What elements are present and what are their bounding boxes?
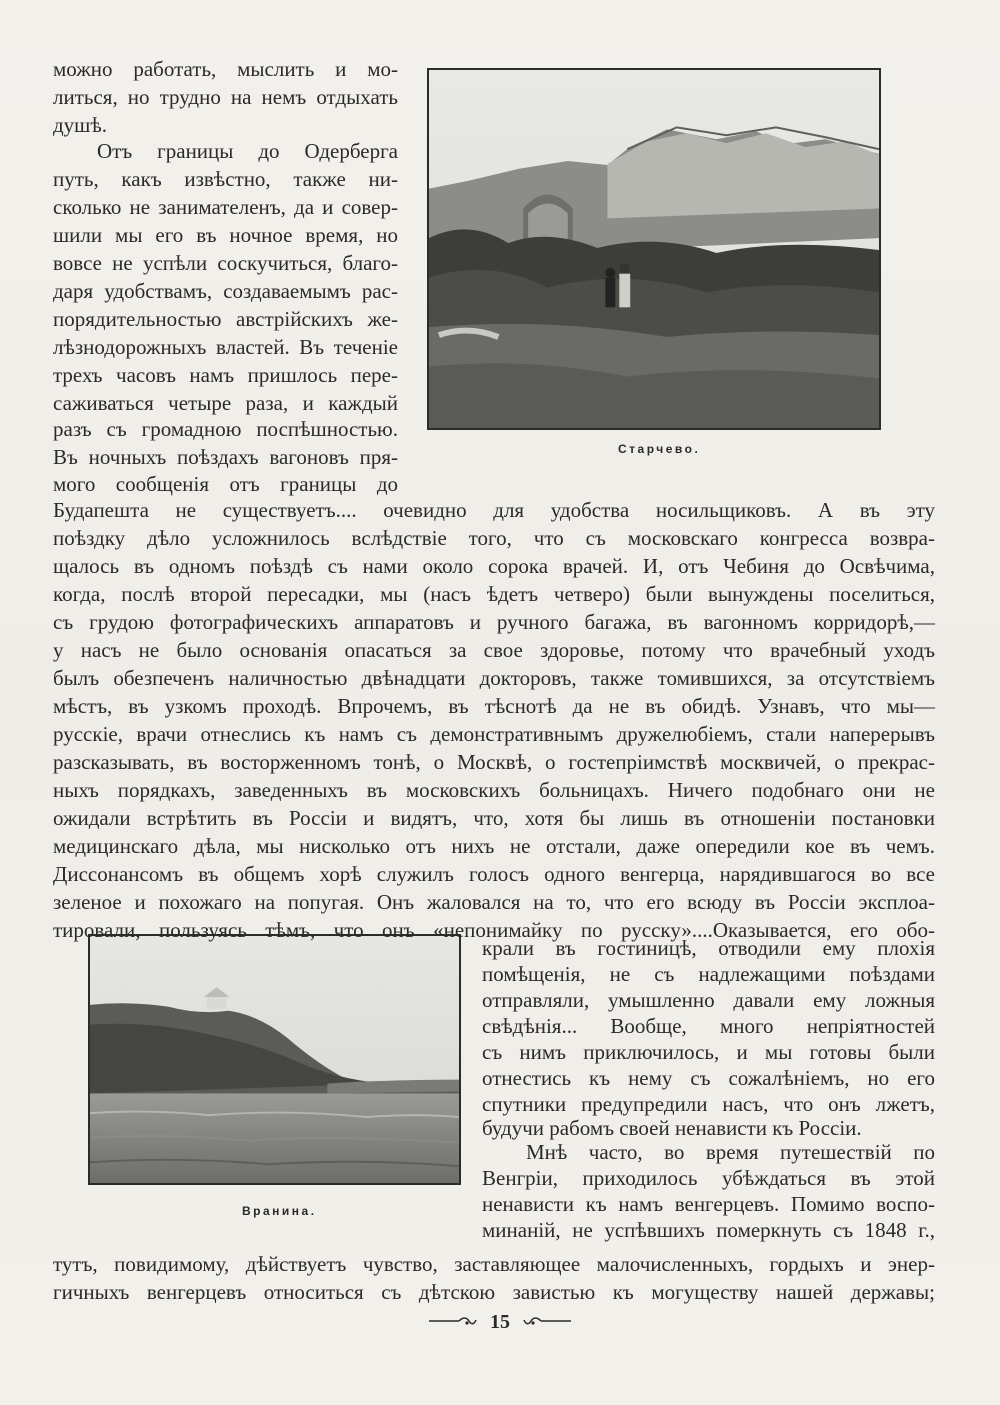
text-line: сколько не занимателенъ, да и совер- [53, 195, 398, 219]
text-line: крали въ гостиницѣ, отводили ему плохія [482, 936, 935, 960]
text-line: гичныхъ венгерцевъ относиться съ дѣтскою завистью къ могуществу нашей державы; [53, 1280, 935, 1304]
text-line: былъ обезпеченъ наличностью двѣнадцати докторовъ, также томившихся, за отсутствіемъ [53, 666, 935, 690]
text-line: Диссонансомъ въ общемъ хорѣ служилъ голосъ одного венгерца, нарядившагося во все [53, 862, 935, 886]
right-ornament-icon [523, 1311, 571, 1334]
text-line: Отъ границы до Одерберга [97, 139, 398, 163]
text-line: шили мы его въ ночное время, но [53, 223, 398, 247]
text-line: отнестись къ нему съ сожалѣніемъ, но его [482, 1066, 935, 1090]
text-line: щалось въ одномъ поѣздѣ съ нами около сорока врачей. И, отъ Чебиня до Освѣчима, [53, 554, 935, 578]
page-number-folio [0, 1310, 1000, 1334]
text-line: Будапешта не существуетъ.... очевидно для удобства носильщиковъ. А въ эту [53, 498, 935, 522]
page-number: 15 [490, 1310, 510, 1333]
text-line: вовсе не успѣли соскучиться, благо- [53, 251, 398, 275]
text-line: будучи рабомъ своей ненависти къ Россіи. [482, 1116, 862, 1140]
text-line: медицинскаго дѣла, мы нисколько отъ нихъ не отстали, даже опередили кое въ чемъ. [53, 834, 935, 858]
text-line: разсказывать, въ восторженномъ тонѣ, о Москвѣ, о гостепріимствѣ москвичей, о прекрас- [53, 750, 935, 774]
text-line: порядительностью австрійскихъ же- [53, 307, 398, 331]
text-line: мого сообщенія отъ границы до [53, 472, 398, 496]
text-line: Въ ночныхъ поѣздахъ вагоновъ пря- [53, 445, 398, 469]
text-line: отправляли, умышленно давали ему ложныя [482, 988, 935, 1012]
text-line: разъ съ громадною поспѣшностью. [53, 417, 398, 441]
caption-starchevo: Старчево. [618, 442, 701, 456]
text-line: свѣдѣнія... Вообще, много непріятностей [482, 1014, 935, 1038]
text-line: трехъ часовъ намъ пришлось пере- [53, 363, 398, 387]
text-line: русскіе, врачи отнеслись къ намъ съ демонстративнымъ дружелюбіемъ, стали наперерывъ [53, 722, 935, 746]
text-line: путь, какъ извѣстно, также ни- [53, 167, 398, 191]
photo-vranina [88, 934, 461, 1185]
photo-starchevo [427, 68, 881, 430]
text-line: даря удобствамъ, создаваемымъ рас- [53, 279, 398, 303]
text-line: Мнѣ часто, во время путешествій по [526, 1140, 935, 1164]
text-line: съ нимъ приключилось, и мы готовы были [482, 1040, 935, 1064]
text-line: мѣстъ, въ узкомъ проходѣ. Впрочемъ, въ тѣснотѣ да не въ обидѣ. Узнавъ, что мы— [53, 694, 935, 718]
text-line: ныхъ порядкахъ, заведенныхъ въ московскихъ больницахъ. Ничего подобнаго они не [53, 778, 935, 802]
lake-image [90, 936, 459, 1183]
caption-vranina: Вранина. [242, 1204, 317, 1218]
text-line: можно работать, мыслить и мо- [53, 57, 398, 81]
text-line: тировали, пользуясь тѣмъ, что онъ «непонимайку по русску»....Оказывается, его обо- [53, 918, 935, 942]
text-line: зеленое и похожаго на попугая. Онъ жаловался на то, что его всюду въ Россіи эксплоа- [53, 890, 935, 914]
left-ornament-icon [429, 1311, 477, 1334]
text-line: Венгріи, приходилось убѣждаться въ этой [482, 1166, 935, 1190]
text-line: у насъ не было основанія опасаться за свое здоровье, потому что врачебный уходъ [53, 638, 935, 662]
text-line: ожидали встрѣтить въ Россіи и видятъ, что, хотя бы лишь въ отношеніи постановки [53, 806, 935, 830]
text-line: съ грудою фотографическихъ аппаратовъ и ручного багажа, въ вагонномъ корридорѣ,— [53, 610, 935, 634]
text-line: лѣзнодорожныхъ властей. Въ теченіе [53, 335, 398, 359]
text-line: когда, послѣ второй пересадки, мы (насъ ѣдетъ четверо) были вынуждены поселиться, [53, 582, 935, 606]
text-line: поѣздку дѣло усложнилось вслѣдствіе того, что съ московскаго конгресса возвра- [53, 526, 935, 550]
text-line: спутники предупредили насъ, что онъ лжетъ, [482, 1092, 935, 1116]
text-line: душѣ. [53, 113, 108, 137]
landscape-image [429, 70, 879, 428]
text-line: помѣщенія, не съ надлежащими поѣздами [482, 962, 935, 986]
text-line: минаній, не успѣвшихъ померкнуть съ 1848 г., [482, 1218, 935, 1242]
text-line: тутъ, повидимому, дѣйствуетъ чувство, заставляющее малочисленныхъ, гордыхъ и энер- [53, 1252, 935, 1276]
text-line: литься, но трудно на немъ отдыхать [53, 85, 398, 109]
text-line: саживаться четыре раза, и каждый [53, 391, 398, 415]
text-line: ненависти къ намъ венгерцевъ. Помимо воспо- [482, 1192, 935, 1216]
